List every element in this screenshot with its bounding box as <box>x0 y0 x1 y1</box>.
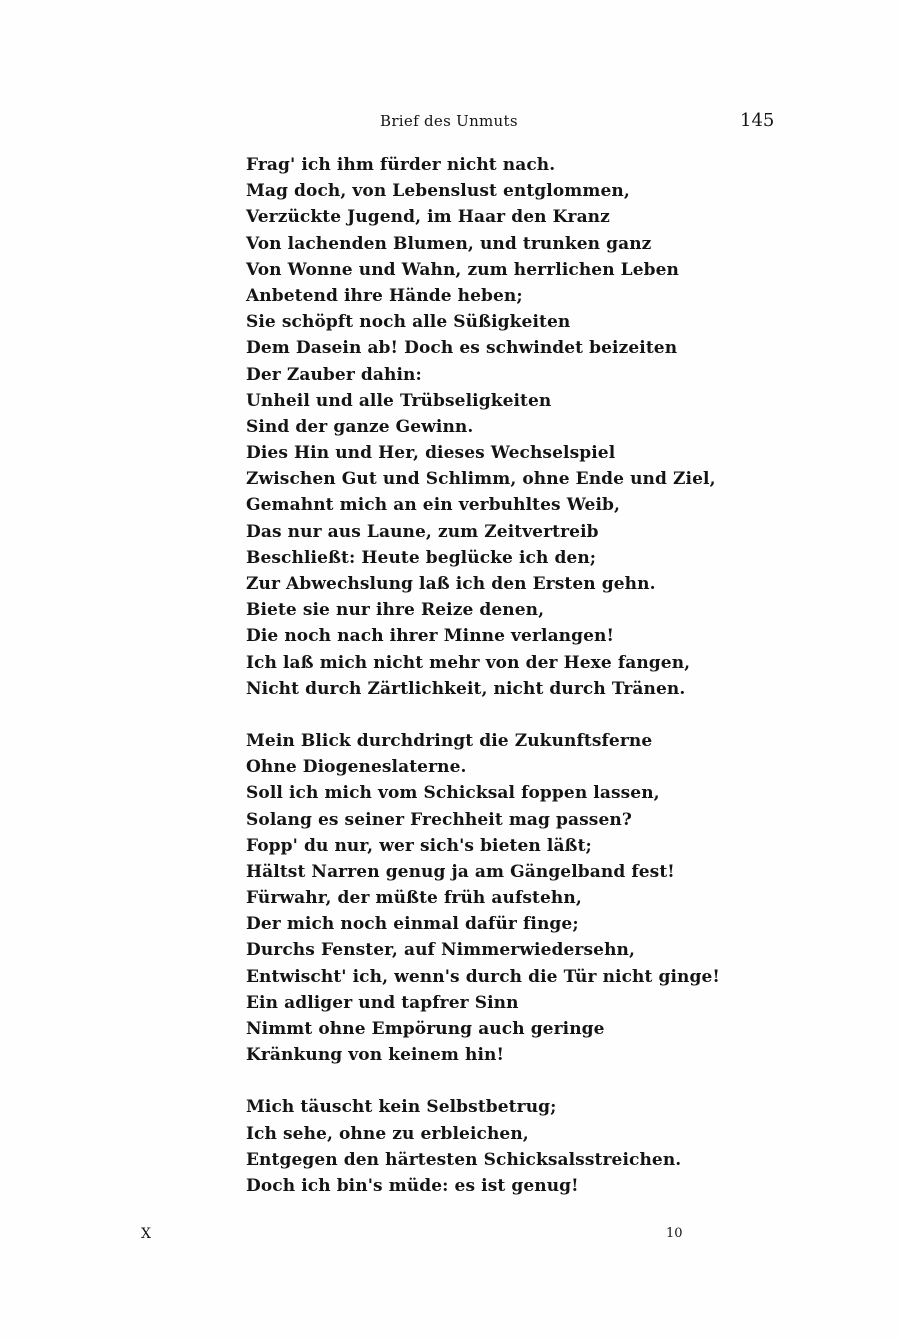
poem-line: Unheil und alle Trübseligkeiten <box>246 390 552 411</box>
poem-line: Fürwahr, der müßte früh aufstehn, <box>246 888 582 909</box>
poem-line: Der mich noch einmal dafür finge; <box>246 914 579 935</box>
poem-line: Entwischt' ich, wenn's durch die Tür nicht ginge! <box>246 966 720 987</box>
poem-line: Beschließt: Heute beglücke ich den; <box>246 547 597 568</box>
poem-line: Anbetend ihre Hände heben; <box>246 285 523 306</box>
poem-line: Sie schöpft noch alle Süßigkeiten <box>246 312 571 333</box>
stanza-1 <box>246 152 716 702</box>
poem-line: Soll ich mich vom Schicksal foppen lassen, <box>246 783 660 804</box>
signature-mark: X <box>141 1226 151 1242</box>
poem-line: Entgegen den härtesten Schicksalsstreichen. <box>246 1149 682 1170</box>
poem-line: Ohne Diogeneslaterne. <box>246 757 467 778</box>
poem-line: Biete sie nur ihre Reize denen, <box>246 600 545 621</box>
poem-line: Mein Blick durchdringt die Zukunftsferne <box>246 730 653 751</box>
poem-line: Kränkung von keinem hin! <box>246 1045 505 1066</box>
poem-line: Gemahnt mich an ein verbuhltes Weib, <box>246 495 621 516</box>
poem-line: Der Zauber dahin: <box>246 364 422 385</box>
poem-line: Hältst Narren genug ja am Gängelband fest! <box>246 861 675 882</box>
poem-line: Das nur aus Laune, zum Zeitvertreib <box>246 521 599 542</box>
poem-line: Verzückte Jugend, im Haar den Kranz <box>246 207 610 228</box>
poem-line: Zur Abwechslung laß ich den Ersten gehn. <box>246 574 656 594</box>
poem-line: Nicht durch Zärtlichkeit, nicht durch Tränen. <box>246 678 686 699</box>
poem-line: Sind der ganze Gewinn. <box>246 416 474 437</box>
poem-line: Ein adliger und tapfrer Sinn <box>246 992 519 1013</box>
poem-line: Frag' ich ihm fürder nicht nach. <box>246 155 556 175</box>
stanza-3 <box>246 1094 706 1199</box>
poem-line: Von lachenden Blumen, und trunken ganz <box>246 233 652 254</box>
page-number: 145 <box>740 110 775 131</box>
poem-line: Dies Hin und Her, dieses Wechselspiel <box>246 443 616 464</box>
sheet-number: 10 <box>666 1226 683 1241</box>
poem-line: Ich laß mich nicht mehr von der Hexe fangen, <box>246 652 691 673</box>
poem-line: Dem Dasein ab! Doch es schwindet beizeiten <box>246 338 678 359</box>
poem-line: Nimmt ohne Empörung auch geringe <box>246 1019 605 1039</box>
poem-line: Von Wonne und Wahn, zum herrlichen Leben <box>246 259 680 280</box>
poem-body <box>246 152 720 1225</box>
running-title: Brief des Unmuts <box>380 112 518 130</box>
stanza-2 <box>246 728 720 1068</box>
poem-line: Mich täuscht kein Selbstbetrug; <box>246 1097 557 1118</box>
poem-line: Zwischen Gut und Schlimm, ohne Ende und Ziel, <box>246 469 716 490</box>
poem-line: Durchs Fenster, auf Nimmerwiedersehn, <box>246 940 636 961</box>
poem-line: Die noch nach ihrer Minne verlangen! <box>246 626 615 647</box>
poem-line: Doch ich bin's müde: es ist genug! <box>246 1175 579 1196</box>
poem-line: Solang es seiner Frechheit mag passen? <box>246 809 632 830</box>
poem-line: Fopp' du nur, wer sich's bieten läßt; <box>246 835 592 856</box>
poem-line: Mag doch, von Lebenslust entglommen, <box>246 181 630 202</box>
poem-line: Ich sehe, ohne zu erbleichen, <box>246 1123 529 1144</box>
